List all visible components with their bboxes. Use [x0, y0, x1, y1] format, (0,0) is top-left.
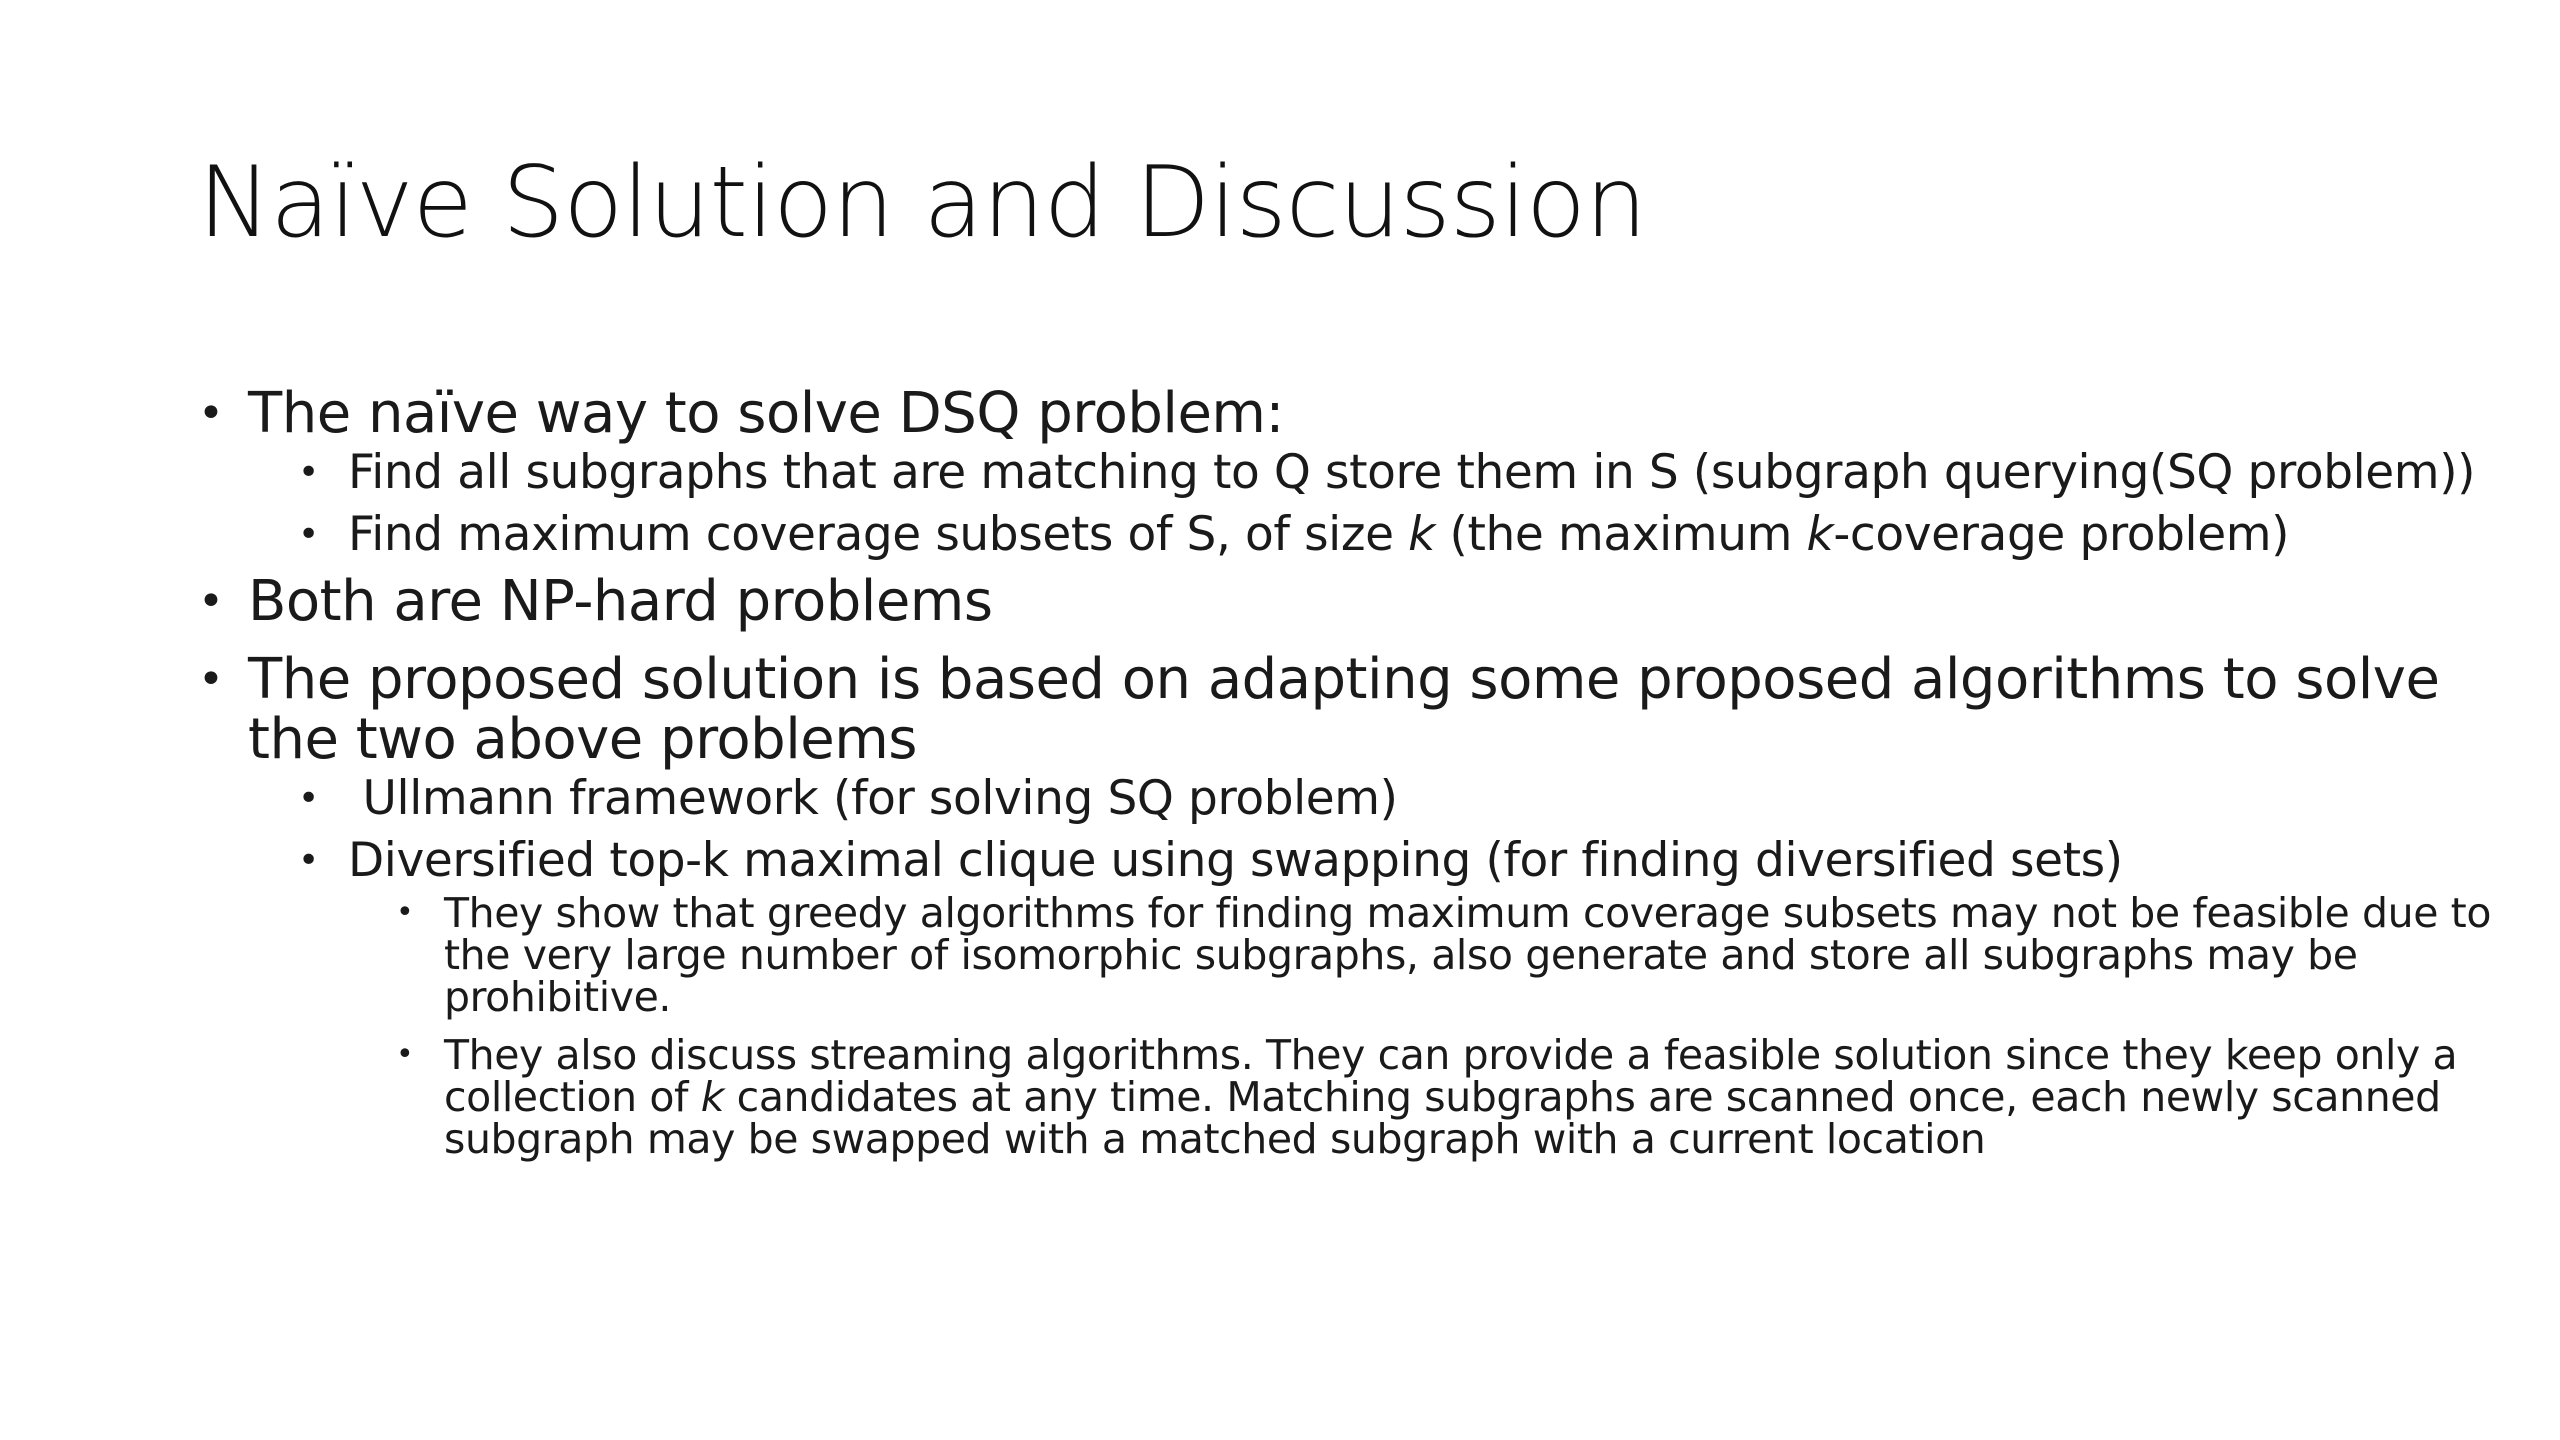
bullet-marker: • [298, 452, 319, 493]
bullet-text [444, 1031, 2457, 1163]
bullet-marker: • [298, 514, 319, 555]
bullet-text: Find all subgraphs that are matching to Q store them in S (subgraph querying(SQ problem)) [348, 445, 2476, 500]
bullet-item-proposed-solution [198, 647, 2498, 1163]
bullet-text: They show that greedy algorithms for finding maximum coverage subsets may not be feasible due to the very large number of isomorphic subgraphs, also generate and store all subgraphs may be prohibitive. [444, 889, 2492, 1021]
bullet-marker: • [298, 778, 319, 819]
sub-bullet-item-find-subgraphs [298, 445, 2498, 500]
italic-k: k [700, 1073, 725, 1121]
bullet-text: Both are NP-hard problems [248, 569, 993, 634]
bullet-marker: • [396, 1037, 414, 1072]
bullet-text: The naïve way to solve DSQ problem: [248, 381, 1284, 446]
sub-sub-bullet-item-greedy [396, 889, 2498, 1021]
sub-bullet-list [248, 445, 2498, 562]
bullet-list [198, 381, 2498, 1163]
text-run: They also discuss streaming algorithms. They can provide a feasible solution since they keep only a collection of [444, 1031, 2458, 1121]
text-run: (the maximum [1435, 507, 1807, 562]
bullet-text: Ullmann framework (for solving SQ problem) [348, 771, 1398, 826]
sub-bullet-item-diversified [298, 833, 2498, 1163]
bullet-marker: • [396, 895, 414, 930]
bullet-marker: • [198, 654, 224, 705]
text-run: -coverage problem) [1833, 507, 2290, 562]
slide-title: Naïve Solution and Discussion [198, 146, 1647, 260]
italic-k: k [1408, 507, 1435, 562]
slide-content [198, 381, 2498, 1172]
sub-sub-bullet-list [348, 889, 2498, 1163]
text-run: candidates at any time. Matching subgraphs are scanned once, each newly scanned subgraph may be swapped with a matched subgraph with a current location [444, 1073, 2441, 1163]
sub-bullet-item-max-coverage [298, 507, 2498, 562]
sub-bullet-item-ullmann [298, 771, 2498, 826]
bullet-text: Diversified top-k maximal clique using swapping (for finding diversified sets) [348, 833, 2123, 888]
italic-k: k [1806, 507, 1834, 562]
sub-bullet-list [248, 771, 2498, 1163]
bullet-text [348, 507, 2289, 562]
bullet-marker: • [298, 840, 319, 881]
bullet-item-np-hard [198, 569, 2498, 634]
bullet-text: The proposed solution is based on adapting some proposed algorithms to solve the two above problems [248, 647, 2440, 772]
text-run: Find maximum coverage subsets of S, of size [348, 507, 1409, 562]
bullet-marker: • [198, 576, 224, 627]
bullet-marker: • [198, 388, 224, 439]
sub-sub-bullet-item-streaming [396, 1031, 2498, 1163]
bullet-item-naive-way [198, 381, 2498, 562]
